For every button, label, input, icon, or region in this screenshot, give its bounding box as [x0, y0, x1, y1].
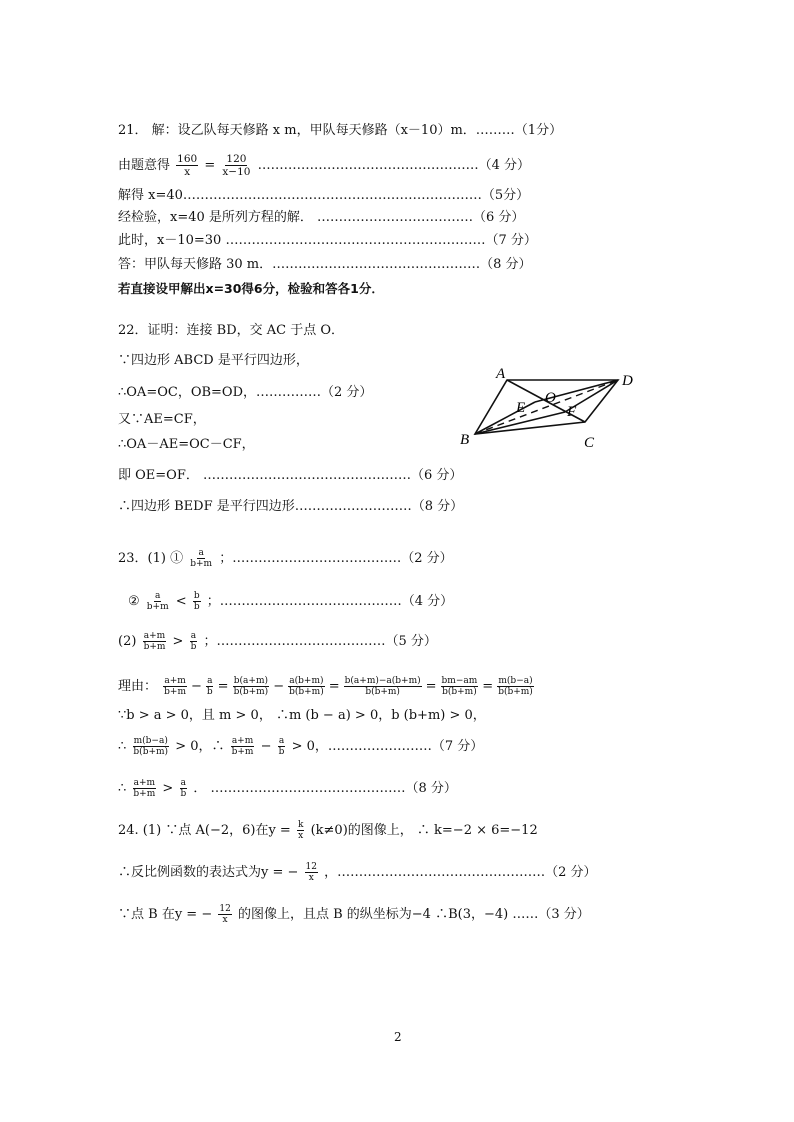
- q21-line-5: 此时，x－10=30 ……………………………………………………（7 分）: [118, 233, 537, 248]
- q23-fraction: $\frac{a+m}{b+m}$: [231, 736, 254, 757]
- q24-fraction: $\frac{12}{x}$: [219, 904, 231, 925]
- q21-scoring-note: 若直接设甲解出x=30得6分，检验和答各1分．: [118, 281, 384, 296]
- q23-operator: −: [273, 679, 285, 694]
- label-b: B: [460, 432, 470, 448]
- q23-operator: =: [328, 679, 340, 694]
- q22-line-3: ∴OA=OC，OB=OD，……………（2 分）: [118, 385, 373, 400]
- q23-fraction: $\frac{bm-am}{b(b+m)}$: [441, 676, 478, 697]
- q22-line-2: ∵四边形 ABCD 是平行四边形，: [118, 353, 309, 368]
- q21-line-2-post: ……………………………………………（4 分）: [257, 158, 531, 173]
- q21-fraction-1: $\frac{160}{x}$: [177, 153, 198, 178]
- q23-operator: =: [482, 679, 494, 694]
- q23-fraction: $\frac{a}{b}$: [190, 631, 197, 652]
- q23-line-3: (2) $\frac{a+m}{b+m}$ > $\frac{a}{b}$ ；…………………………………（5 分）: [118, 631, 437, 652]
- label-a: A: [496, 366, 506, 382]
- q23-line-7: ∴ $\frac{a+m}{b+m}$ > $\frac{a}{b}$ ． ………………………………………（8 分）: [118, 778, 457, 799]
- q24-line-3: ∵点 B 在y = − $\frac{12}{x}$ 的图像上，且点 B 的纵坐标为−4 ∴B(3，−4) ……（3 分）: [118, 904, 590, 925]
- q21-line-1: 21． 解：设乙队每天修路 x m，甲队每天修路（x－10）m．………（1分）: [118, 123, 563, 138]
- page-number: 2: [394, 1030, 402, 1044]
- q21-line-4: 经检验，x=40 是所列方程的解． ………………………………（6 分）: [118, 210, 525, 225]
- q23-fraction: $\frac{b}{b}$: [193, 591, 200, 612]
- label-c: C: [584, 435, 595, 451]
- q23-line-4: 理由： $\frac{a+m}{b+m}$ − $\frac{a}{b}$ = $\frac{b(a+m)}{b(b+m)}$ − $\frac{a(b+m)}{b(b+m)}$ = $\frac{b(a+m)-a(b+m)}{b(b+m)}$ = $\frac{bm-am}{b(b+m)}$ = $\frac{m(b-a)}{b(b+m)}$: [118, 676, 533, 697]
- label-e: E: [516, 400, 526, 416]
- label-f: F: [567, 404, 577, 420]
- q23-fraction: $\frac{a(b+m)}{b(b+m)}$: [289, 676, 324, 697]
- q23-fraction: $\frac{a+m}{b+m}$: [164, 676, 186, 697]
- q23-operator: =: [217, 679, 229, 694]
- q23-fraction: $\frac{b(a+m)}{b(b+m)}$: [233, 676, 269, 697]
- q23-operator: −: [191, 679, 202, 694]
- q21-fraction-2: $\frac{120}{x-10}$: [222, 153, 251, 178]
- q23-operator: =: [425, 679, 437, 694]
- q22-line-1: 22．证明：连接 BD，交 AC 于点 O．: [118, 323, 345, 338]
- q23-fraction: $\frac{a}{b}$: [278, 736, 285, 757]
- q22-line-7: ∴四边形 BEDF 是平行四边形………………………（8 分）: [118, 499, 464, 514]
- q21-line-3: 解得 x=40……………………………………………………………（5分）: [118, 188, 530, 203]
- q21-line-2-pre: 由题意得: [118, 158, 171, 173]
- q23-fraction: $\frac{a}{b}$: [206, 676, 213, 697]
- q24-fraction: $\frac{12}{x}$: [305, 862, 317, 883]
- q23-line-6: ∴ $\frac{m(b-a)}{b(b+m)}$ > 0，∴ $\frac{a+m}{b+m}$ − $\frac{a}{b}$ > 0，……………………（7 分）: [118, 736, 484, 757]
- q23-line-1: 23．(1) ① $\frac{a}{b+m}$ ；…………………………………（2 分）: [118, 548, 453, 569]
- q24-line-1: 24. (1) ∵点 A(−2，6)在y = $\frac{k}{x}$ (k≠0)的图像上， ∴ k=−2 × 6=−12: [118, 820, 538, 841]
- q21-line-6: 答：甲队每天修路 30 m．…………………………………………（8 分）: [118, 257, 532, 272]
- q24-line-2: ∴反比例函数的表达式为y = − $\frac{12}{x}$ ，…………………………………………（2 分）: [118, 862, 597, 883]
- q23-line-5: ∵b > a > 0，且 m > 0， ∴m (b − a) > 0，b (b+m) > 0，: [118, 708, 486, 723]
- q23-fraction: $\frac{b(a+m)-a(b+m)}{b(b+m)}$: [344, 676, 421, 697]
- parallelogram-figure: [455, 360, 645, 455]
- q24-fraction: $\frac{k}{x}$: [297, 820, 304, 841]
- q23-fraction: $\frac{a}{b}$: [180, 778, 187, 799]
- q22-line-6: 即 OE=OF． …………………………………………（6 分）: [118, 468, 463, 483]
- q21-line-2: [118, 153, 530, 178]
- q23-fraction: $\frac{a}{b+m}$: [190, 548, 213, 569]
- label-d: D: [622, 373, 633, 389]
- q23-fraction: $\frac{m(b-a)}{b(b+m)}$: [498, 676, 533, 697]
- q23-fraction: $\frac{a+m}{b+m}$: [143, 631, 166, 652]
- q23-line-2: ② $\frac{a}{b+m}$ < $\frac{b}{b}$ ；……………………………………（4 分）: [128, 591, 454, 612]
- q23-fraction: $\frac{a+m}{b+m}$: [133, 778, 156, 799]
- q23-fraction: $\frac{m(b-a)}{b(b+m)}$: [133, 736, 169, 757]
- q21-equals: =: [204, 158, 216, 173]
- q22-line-5: ∴OA－AE=OC－CF，: [118, 437, 255, 452]
- q22-line-4: 又∵AE=CF，: [118, 412, 206, 427]
- q23-fraction: $\frac{a}{b+m}$: [146, 591, 169, 612]
- label-o: O: [545, 390, 556, 406]
